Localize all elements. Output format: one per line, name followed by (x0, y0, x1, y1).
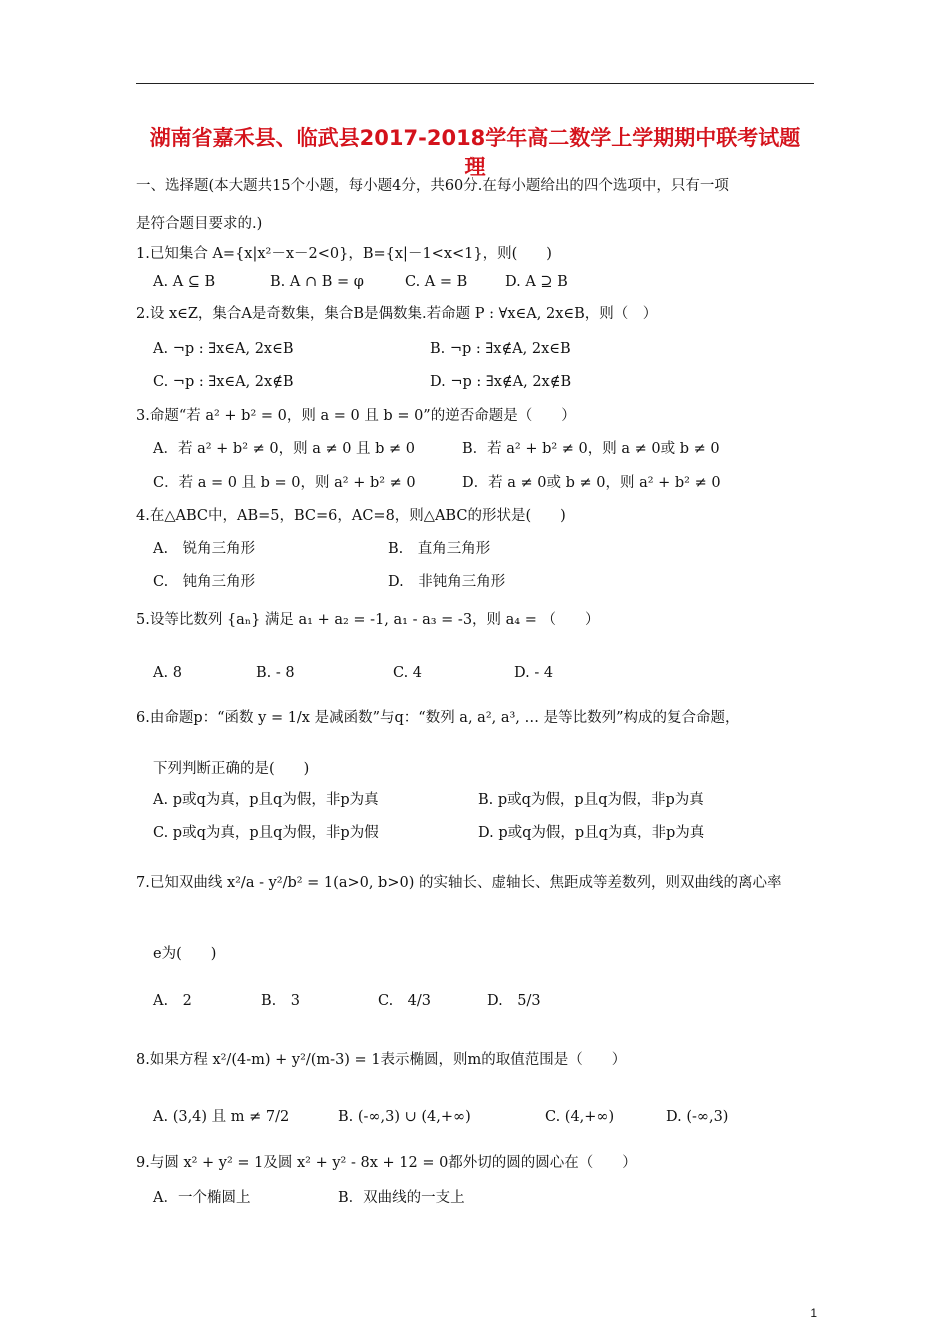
question-6-option-b: B. p或q为假，p且q为假，非p为真 (478, 792, 704, 808)
question-4-option-c: C. 钝角三角形 (153, 574, 256, 590)
question-4-option-d: D. 非钝角三角形 (388, 574, 506, 590)
question-1-option-c: C. A = B (405, 274, 468, 290)
question-8-option-c: C. (4,+∞) (545, 1109, 615, 1125)
title-line-1: 湖南省嘉禾县、临武县2017-2018学年高二数学上学期期中联考试题 (149, 126, 801, 150)
question-6-option-d: D. p或q为假，p且q为真，非p为真 (478, 825, 705, 841)
question-6-option-a: A. p或q为真，p且q为假，非p为真 (153, 792, 379, 808)
question-6-stem: 6.由命题p：“函数 y = 1/x 是减函数”与q：“数列 a, a², a³, … 是等比数列”构成的复合命题， (136, 710, 740, 726)
question-3-option-d: D．若 a ≠ 0或 b ≠ 0，则 a² + b² ≠ 0 (462, 475, 721, 491)
question-7-stem-2: e为( ) (153, 946, 217, 962)
question-6-stem-2: 下列判断正确的是( ) (153, 761, 310, 777)
question-9-option-a: A．一个椭圆上 (153, 1190, 251, 1206)
question-5-option-a: A. 8 (153, 665, 182, 681)
page-title (136, 124, 814, 182)
question-3-option-b: B．若 a² + b² ≠ 0，则 a ≠ 0或 b ≠ 0 (462, 441, 720, 457)
header-rule (136, 83, 814, 84)
question-4-option-a: A. 锐角三角形 (153, 541, 256, 557)
question-2-stem: 2.设 x∈Z，集合A是奇数集，集合B是偶数集.若命题 P : ∀x∈A, 2x∈B，则（ ） (136, 306, 658, 322)
question-8-option-b: B. (-∞,3) ∪ (4,+∞) (338, 1109, 471, 1125)
question-4-option-b: B. 直角三角形 (388, 541, 491, 557)
question-9-option-b: B．双曲线的一支上 (338, 1190, 465, 1206)
question-3-stem: 3.命题“若 a² + b² = 0，则 a = 0 且 b = 0”的逆否命题是（ ） (136, 408, 576, 424)
question-1-option-b: B. A ∩ B = φ (270, 274, 364, 290)
question-5-option-d: D. - 4 (514, 665, 554, 681)
page-number: 1 (810, 1306, 817, 1320)
question-5-stem: 5.设等比数列 {aₙ} 满足 a₁ + a₂ = -1, a₁ - a₃ = -3，则 a₄ = （ ） (136, 612, 600, 628)
question-9-stem: 9.与圆 x² + y² = 1及圆 x² + y² - 8x + 12 = 0都外切的圆的圆心在（ ） (136, 1155, 637, 1171)
question-8-stem: 8.如果方程 x²/(4-m) + y²/(m-3) = 1表示椭圆，则m的取值范围是（ ） (136, 1052, 627, 1068)
question-2-option-d: D. ¬p : ∃x∉A, 2x∉B (430, 374, 572, 390)
question-7-stem: 7.已知双曲线 x²/a - y²/b² = 1(a>0, b>0) 的实轴长、虚轴长、焦距成等差数列，则双曲线的离心率 (136, 875, 782, 891)
question-3-option-c: C．若 a = 0 且 b = 0，则 a² + b² ≠ 0 (153, 475, 416, 491)
question-8-option-d: D. (-∞,3) (666, 1109, 729, 1125)
question-1-option-a: A. A ⊆ B (153, 274, 216, 290)
question-7-option-d: D. 5/3 (487, 993, 541, 1009)
title-line-2: 理 (464, 155, 486, 179)
question-8-option-a: A. (3,4) 且 m ≠ 7/2 (153, 1109, 290, 1125)
question-7-option-c: C. 4/3 (378, 993, 432, 1009)
question-1-option-d: D. A ⊇ B (505, 274, 568, 290)
question-2-option-b: B. ¬p : ∃x∉A, 2x∈B (430, 341, 571, 357)
question-5-option-c: C. 4 (393, 665, 423, 681)
question-3-option-a: A．若 a² + b² ≠ 0，则 a ≠ 0 且 b ≠ 0 (153, 441, 416, 457)
question-6-option-c: C. p或q为真，p且q为假，非p为假 (153, 825, 379, 841)
question-2-option-a: A. ¬p : ∃x∈A, 2x∈B (153, 341, 294, 357)
question-5-option-b: B. - 8 (256, 665, 295, 681)
question-4-stem: 4.在△ABC中，AB=5，BC=6，AC=8，则△ABC的形状是( ) (136, 508, 566, 524)
question-1-stem: 1.已知集合 A={x|x²－x－2<0}，B={x|－1<x<1}，则( ) (136, 246, 552, 262)
question-7-option-a: A. 2 (153, 993, 192, 1009)
question-2-option-c: C. ¬p : ∃x∈A, 2x∉B (153, 374, 294, 390)
section-intro-2: 是符合题目要求的.) (136, 216, 263, 232)
section-intro-1: 一、选择题(本大题共15个小题，每小题4分，共60分.在每小题给出的四个选项中，只有一项 (136, 178, 729, 194)
question-7-option-b: B. 3 (261, 993, 300, 1009)
